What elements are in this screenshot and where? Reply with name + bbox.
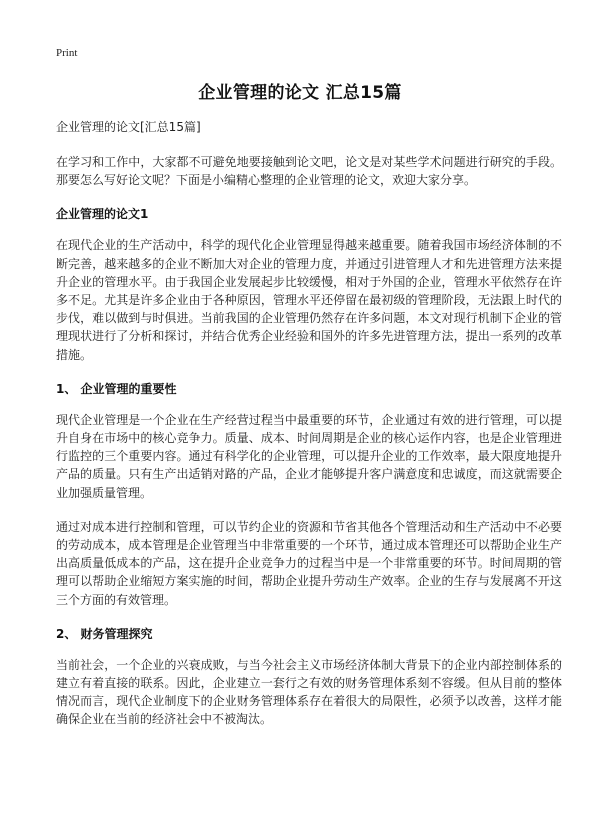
importance-heading: 1、 企业管理的重要性 (56, 381, 177, 396)
importance-paragraph-2: 通过对成本进行控制和管理，可以节约企业的资源和节省其他各个管理活动和生产活动中不必要的劳动成本，成本管理是企业管理当中非常重要的一个环节，通过成本管理还可以帮助企业生产出高质量低成本的产品，这在提升企业竞争力的过程当中是一个非常重要的环节。时间周期的管理可以帮助企业缩短方案实施的时间，帮助企业提升劳动生产效率。企业的生存与发展离不开这三个方面的有效管理。 (56, 519, 562, 607)
print-link[interactable]: Print (56, 47, 78, 59)
section-1-paragraph: 在现代企业的生产活动中，科学的现代化企业管理显得越来越重要。随着我国市场经济体制的不断完善，越来越多的企业不断加大对企业的管理力度，并通过引进管理人才和先进管理方法来提升企业的管理水平。由于我国企业发展起步比较缓慢，相对于外国的企业，管理水平依然存在许多不足。尤其是许多企业由于各种原因，管理水平还停留在最初级的管理阶段，无法跟上时代的步伐，难以做到与时俱进。当前我国的企业管理仍然存在许多问题，本文对现行机制下企业的管理现状进行了分析和探讨，并结合优秀企业经验和国外的许多先进管理方法，提出一系列的改革措施。 (56, 238, 562, 362)
section-1-heading: 企业管理的论文1 (56, 207, 149, 222)
intro-paragraph: 在学习和工作中，大家都不可避免地要接触到论文吧，论文是对某些学术问题进行研究的手段。那要怎么写好论文呢？下面是小编精心整理的企业管理的论文，欢迎大家分享。 (56, 155, 562, 188)
document-subtitle: 企业管理的论文[汇总15篇] (56, 120, 201, 134)
importance-paragraph-1: 现代企业管理是一个企业在生产经营过程当中最重要的环节，企业通过有效的进行管理，可以提升自身在市场中的核心竞争力。质量、成本、时间周期是企业的核心运作内容，也是企业管理进行监控的三个重要内容。通过有科学化的企业管理，可以提升企业的工作效率，最大限度地提升产品的质量。只有生产出适销对路的产品，企业才能够提升客户满意度和忠诚度，而这就需要企业加强质量管理。 (56, 412, 562, 500)
finance-heading: 2、 财务管理探究 (56, 626, 153, 641)
document-body (56, 118, 562, 745)
page-title: 企业管理的论文 汇总15篇 (198, 83, 402, 103)
finance-paragraph: 当前社会，一个企业的兴衰成败，与当今社会主义市场经济体制大背景下的企业内部控制体系的建立有着直接的联系。因此，企业建立一套行之有效的财务管理体系刻不容缓。但从目前的整体情况而言，现代企业制度下的企业财务管理体系存在着很大的局限性，必须予以改善，这样才能确保企业在当前的经济社会中不被淘汰。 (56, 657, 562, 727)
